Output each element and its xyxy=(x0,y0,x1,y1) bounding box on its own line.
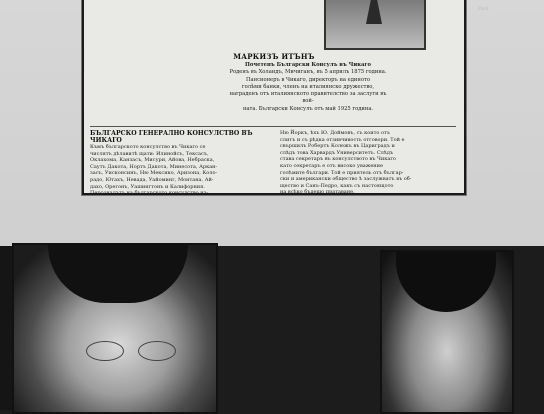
article-line: слитъ и съ рѣдка отзивчивость отговори. Той е xyxy=(280,136,405,143)
article-line: числятъ дѣлавитѣ щати: Илинойсъ, Тексасъ, xyxy=(90,150,209,157)
article-line: щество и Санъ-Педро, какъ съ настоящото xyxy=(280,182,394,189)
glasses-icon xyxy=(86,341,182,361)
newspaper-clipping xyxy=(82,0,466,195)
caption-line: Пансионеръ в Чикаго, директоръ на единото xyxy=(246,76,370,83)
article-line: като секретаръ е отъ високо уважение xyxy=(280,162,383,169)
article-headline: БЪЛГАРСКО ГЕНЕРАЛНО КОНСУЛСТВО ВЪ ЧИКАГО xyxy=(90,130,253,144)
portrait-photo-top xyxy=(324,0,426,50)
hair-shape xyxy=(48,245,188,303)
article xyxy=(90,126,456,197)
article-line: Оклахома, Канзасъ, Мисури, Айова, Небраска, xyxy=(90,157,215,164)
portrait-photo-right xyxy=(380,250,514,414)
article-line: Къмъ българското консулство въ Чикаго се xyxy=(90,144,206,150)
necktie-shape xyxy=(366,0,382,24)
article-line: свършилъ Робертъ Колежъ въ Цариградъ и xyxy=(280,143,395,150)
caption-text xyxy=(228,62,388,113)
page-gap xyxy=(0,228,544,244)
portrait-photo-left xyxy=(12,243,218,414)
margin-line: Пол xyxy=(478,6,489,12)
caption-line: ната. Български Консулъ отъ май 1925 година. xyxy=(242,105,374,112)
article-line: става секретаръ въ консулството въ Чикаго xyxy=(280,156,396,163)
article-right-column xyxy=(280,130,456,196)
article-line: слѣдъ това Харвардъ Университетъ. Слѣдъ xyxy=(280,149,394,156)
caption-line: награденъ отъ италиянското правителство за заслуги въ вой- xyxy=(229,91,387,105)
hair-shape xyxy=(396,252,496,312)
article-line: засъ, Уисконсинъ, Ню Мексико, Аризона, Коло- xyxy=(90,170,218,177)
article-line: голѣмите българи. Той е приятель отъ българ- xyxy=(280,169,404,176)
lens-right xyxy=(138,341,176,361)
caption-line: голѣми банки, членъ на италиянско дружество, xyxy=(241,83,375,90)
article-left-column xyxy=(90,130,270,197)
article-line: дахо, Орегонъ, Уашингтонъ и Калифорния. xyxy=(90,183,205,190)
article-line: Персоналътъ на българското консулство из- xyxy=(90,190,209,197)
article-line: радо, Ютахъ, Невада, Уайоминг, Монтана, Ай- xyxy=(90,176,214,183)
article-line: Саутъ Дакота, Нортъ Дакота, Минесота, Аркан- xyxy=(90,163,218,170)
article-line: Ню Йоркъ, ѣхъ Ю. Доймовъ, съ които отъ xyxy=(280,130,390,136)
faded-margin-text xyxy=(478,6,544,13)
caption-line: Роденъ въ Холандъ, Мичиганъ, въ 5 априлъ 1875 година. xyxy=(229,69,387,76)
caption-line: Почетенъ Български Консулъ въ Чикаго xyxy=(245,62,371,68)
article-line: на всѣко бъдещо пратаване. xyxy=(280,189,355,196)
article-line: ски и американски общество ѣ заслужватъ въ об- xyxy=(280,176,412,183)
lens-left xyxy=(86,341,124,361)
caption-name: МАРКИЗЪ ИТЪНЪ xyxy=(233,52,315,61)
